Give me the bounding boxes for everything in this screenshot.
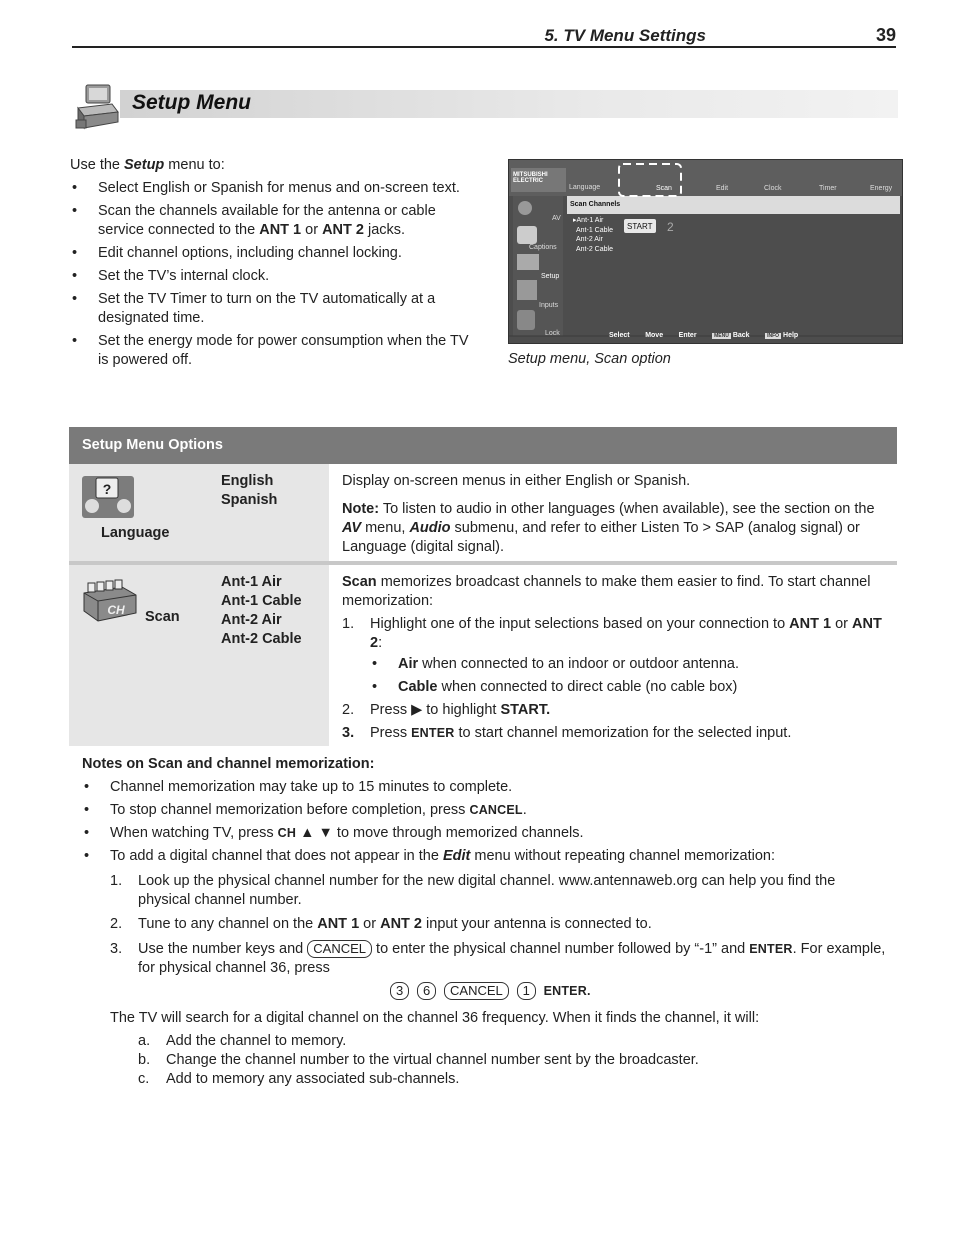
language-label: Language [101, 525, 170, 541]
option-ant2-air: Ant-2 Air [221, 612, 282, 628]
list-item: ▸Ant-1 Air [573, 217, 604, 224]
side-av: AV [552, 215, 561, 222]
option-ant2-cable: Ant-2 Cable [221, 631, 302, 647]
intro-list [70, 179, 470, 370]
scan-row-label-cell [69, 565, 329, 746]
side-setup: Setup [541, 273, 560, 280]
language-icon [82, 476, 134, 518]
notes-list [82, 778, 892, 870]
scan-count: 2 [667, 220, 674, 234]
list-item: • Cable when connected to direct cable (no cable box) [370, 678, 887, 697]
page-title: Setup Menu [132, 91, 251, 114]
list-item: Ant-2 Air [576, 236, 603, 243]
list-item: • Channel memorization may take up to 15 minutes to complete. [82, 778, 892, 797]
intro-section [70, 156, 470, 374]
language-row-label-cell [69, 464, 329, 561]
key-6: 6 [417, 982, 436, 1000]
language-row-desc-cell [329, 464, 897, 561]
option-ant1-cable: Ant-1 Cable [221, 593, 302, 609]
list-item: • When watching TV, press CH ▲ ▼ to move through memorized channels. [82, 824, 892, 843]
scan-desc: Scan memorizes broadcast channels to make them easier to find. To start channel memorization: [342, 574, 871, 609]
scan-options [221, 573, 302, 649]
list-item: 3. Press ENTER to start channel memorization for the selected input. [342, 725, 792, 741]
option-spanish: Spanish [221, 492, 278, 508]
key-enter: ENTER. [543, 984, 591, 998]
side-inputs: Inputs [539, 302, 559, 309]
cancel-key: CANCEL [469, 803, 523, 817]
scan-row-desc-cell [329, 565, 897, 746]
list-item: 2. Press ▶ to highlight START. [342, 702, 551, 718]
tab-edit: Edit [716, 185, 729, 192]
svg-text:CH: CH [107, 603, 125, 617]
brand-logo-text: MITSUBISHI ELECTRIC [513, 172, 548, 184]
enter-key: ENTER [411, 726, 455, 740]
list-item: 1. Look up the physical channel number for the new digital channel. www.antennaweb.org can help you find the physical channel number. [110, 873, 836, 908]
tab-language: Language [569, 184, 601, 191]
scan-channels-title: Scan Channels [570, 201, 621, 208]
list-item: • To stop channel memorization before completion, press CANCEL. [82, 801, 892, 820]
search-description: The TV will search for a digital channel on the channel 36 frequency. When it finds the channel, it will: [110, 1010, 760, 1026]
key-3: 3 [390, 982, 409, 1000]
list-item: b. Change the channel number to the virtual channel number sent by the broadcaster. [138, 1052, 699, 1068]
option-ant1-air: Ant-1 Air [221, 574, 282, 590]
language-note: Note: To listen to audio in other languages (when available), see the section on the AV menu, Audio submenu, and refer to either Listen To > SAP (analog signal) or Language (digital signal). [342, 501, 875, 555]
table-heading: Setup Menu Options [82, 437, 223, 453]
language-desc: Display on-screen menus in either English or Spanish. [342, 473, 691, 489]
step1-sublist [370, 655, 887, 697]
list-item: • Select English or Spanish for menus and on-screen text. [70, 179, 470, 198]
tab-energy: Energy [870, 185, 893, 192]
footer-hints: Select Move Enter MENU Back INFO Help [609, 332, 799, 339]
list-item: • Scan the channels available for the antenna or cable service connected to the ANT 1 or ANT 2 jacks. [70, 202, 470, 240]
ch-key: CH [277, 826, 297, 840]
cancel-key: CANCEL [307, 940, 372, 958]
up-down-arrow-icons: ▲ ▼ [296, 825, 333, 841]
search-outcomes [138, 1032, 898, 1089]
side-lock: Lock [545, 330, 560, 337]
screenshot-graphic [509, 160, 902, 343]
list-item: • To add a digital channel that does not appear in the Edit menu without repeating channel memorization: [82, 847, 892, 866]
list-item: • Set the energy mode for power consumption when the TV is powered off. [70, 332, 470, 370]
start-button: START [627, 222, 653, 231]
enter-key: ENTER [749, 942, 793, 956]
list-item: • Edit channel options, including channel locking. [70, 244, 470, 263]
language-options [221, 472, 277, 510]
tab-timer: Timer [819, 185, 837, 192]
list-item: 2. Tune to any channel on the ANT 1 or ANT 2 input your antenna is connected to. [110, 916, 652, 932]
scan-ch-icon [82, 579, 138, 623]
tab-scan: Scan [656, 185, 672, 192]
svg-text:?: ? [102, 481, 112, 497]
chapter-title: 5. TV Menu Settings [544, 26, 706, 45]
list-item: c. Add to memory any associated sub-channels. [138, 1071, 460, 1087]
option-english: English [221, 473, 274, 489]
list-item: Ant-1 Cable [576, 226, 613, 234]
key-sequence [390, 982, 591, 1000]
list-item: • Set the TV’s internal clock. [70, 267, 470, 286]
key-1: 1 [517, 982, 536, 1000]
list-item: a. Add the channel to memory. [138, 1033, 347, 1049]
intro-lead: Use the Setup menu to: [70, 157, 225, 173]
notes-heading: Notes on Scan and channel memorization: [82, 756, 375, 772]
header-rule [72, 46, 896, 48]
setup-menu-screenshot [508, 159, 903, 344]
scan-label: Scan [145, 609, 180, 625]
setup-toolbox-icon [74, 82, 120, 132]
scan-steps [342, 615, 887, 747]
list-item: • Air when connected to an indoor or outdoor antenna. [370, 655, 887, 674]
digital-channel-steps [110, 872, 890, 982]
right-arrow-icon: ▶ [411, 702, 423, 718]
list-item: Ant-2 Cable [576, 245, 613, 253]
key-cancel: CANCEL [444, 982, 509, 1000]
scan-input-list [573, 216, 613, 254]
list-item: • Set the TV Timer to turn on the TV automatically at a designated time. [70, 290, 470, 328]
list-item: 1. Highlight one of the input selections based on your connection to ANT 1 or ANT 2: • Air when connected to an indoor or outdoor antenna. • Cable when connected to direct cable (no cable box) [342, 615, 887, 697]
tab-clock: Clock [764, 185, 782, 192]
page-number: 39 [875, 25, 896, 45]
side-captions: Captions [529, 244, 557, 251]
list-item: 3. Use the number keys and CANCEL to enter the physical channel number followed by “-1” and ENTER. For example, for physical channel 36, press [110, 941, 886, 976]
screenshot-caption: Setup menu, Scan option [508, 351, 671, 367]
